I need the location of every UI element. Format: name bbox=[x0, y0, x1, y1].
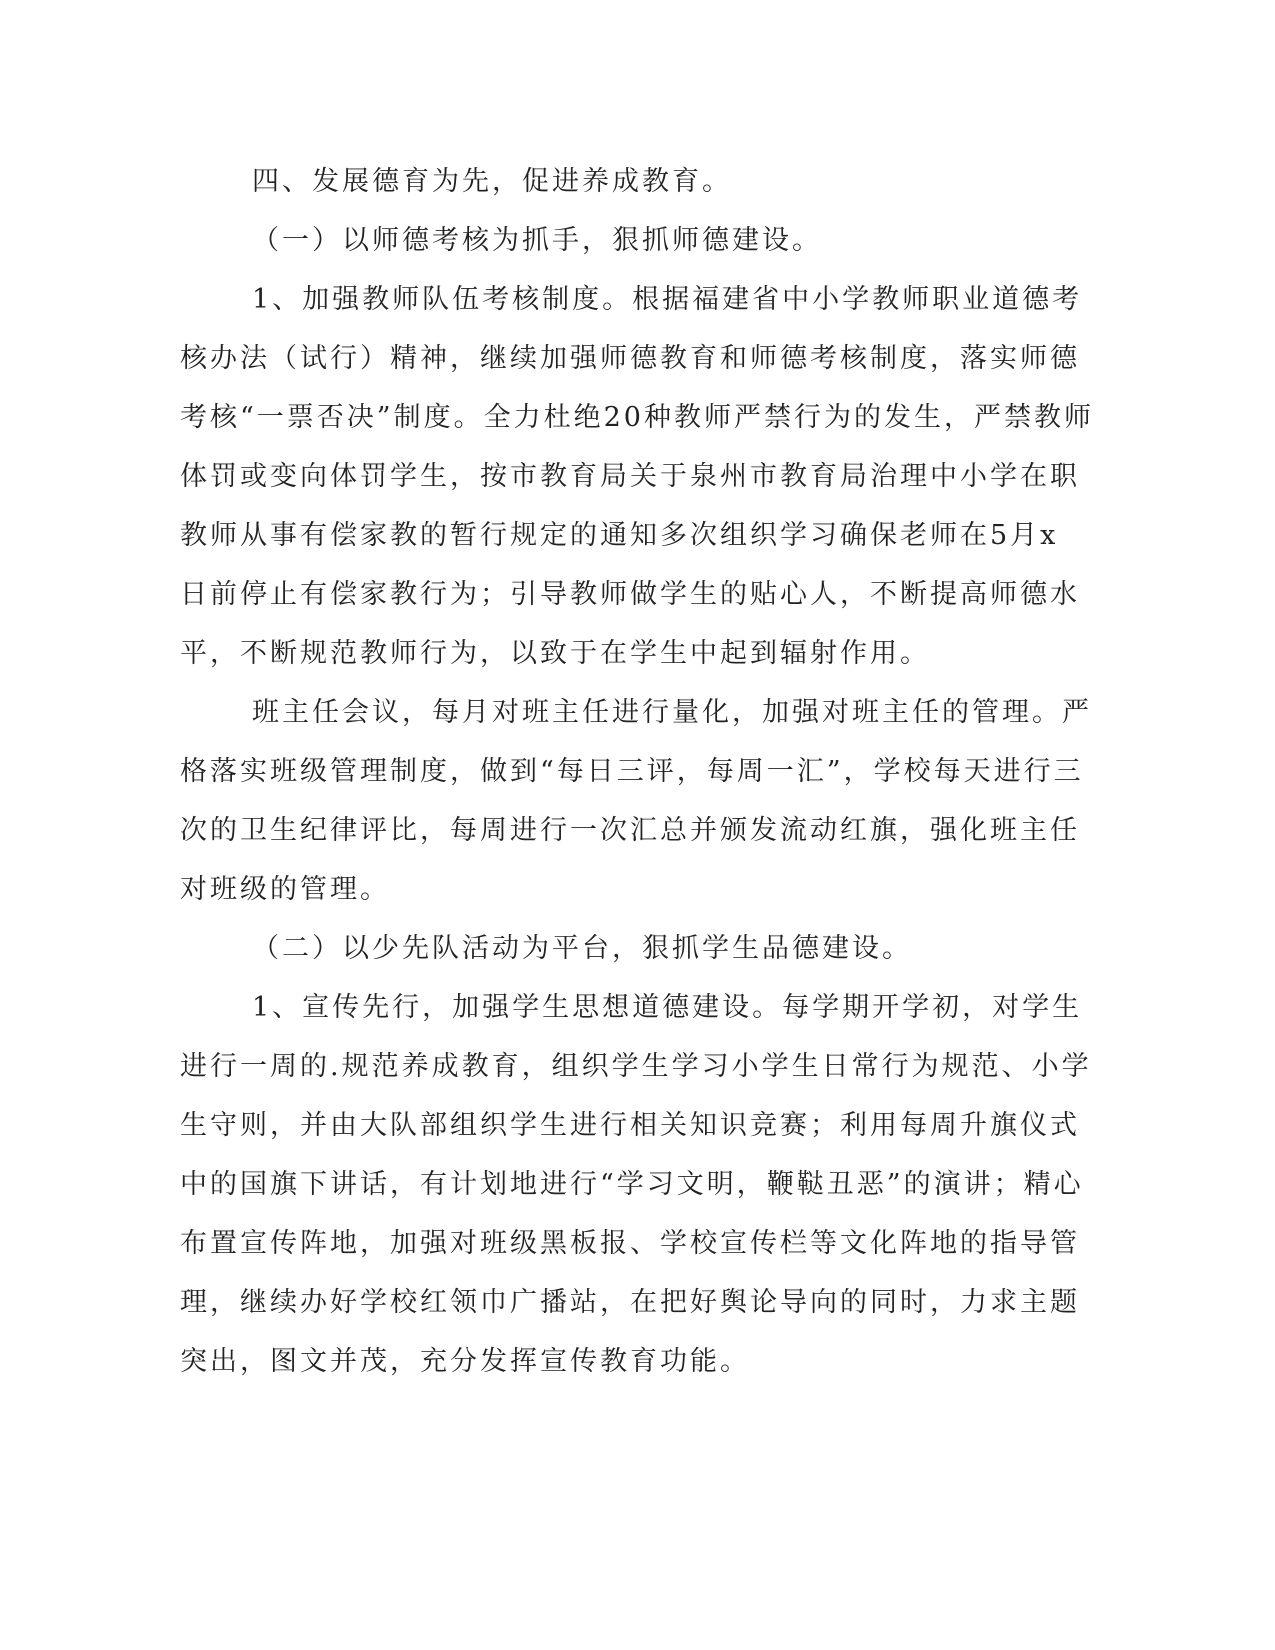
paragraph-line: 突出，图文并茂，充分发挥宣传教育功能。 bbox=[180, 1346, 750, 1377]
paragraph-line: 对班级的管理。 bbox=[180, 874, 390, 905]
paragraph-line: 1、加强教师队伍考核制度。根据福建省中小学教师职业道德考 bbox=[252, 284, 1083, 315]
paragraph-line: 班主任会议，每月对班主任进行量化，加强对班主任的管理。严 bbox=[252, 697, 1092, 728]
paragraph-line: 教师从事有偿家教的暂行规定的通知多次组织学习确保老师在5月x bbox=[180, 520, 1059, 551]
paragraph-line: 格落实班级管理制度，做到“每日三评，每周一汇”，学校每天进行三 bbox=[180, 756, 1084, 787]
paragraph-line: 进行一周的.规范养成教育，组织学生学习小学生日常行为规范、小学 bbox=[180, 1051, 1092, 1082]
paragraph-line: 核办法（试行）精神，继续加强师德教育和师德考核制度，落实师德 bbox=[180, 343, 1080, 374]
heading-section-four: 四、发展德育为先，促进养成教育。 bbox=[252, 166, 732, 197]
subheading-student-morality: （二）以少先队活动为平台，狠抓学生品德建设。 bbox=[252, 933, 912, 964]
subheading-teacher-ethics: （一）以师德考核为抓手，狠抓师德建设。 bbox=[252, 225, 822, 256]
paragraph-line: 考核“一票否决”制度。全力杜绝20种教师严禁行为的发生，严禁教师 bbox=[180, 402, 1094, 433]
paragraph-line: 布置宣传阵地，加强对班级黑板报、学校宣传栏等文化阵地的指导管 bbox=[180, 1228, 1080, 1259]
paragraph-line: 1、宣传先行，加强学生思想道德建设。每学期开学初，对学生 bbox=[252, 992, 1083, 1023]
paragraph-line: 中的国旗下讲话，有计划地进行“学习文明，鞭鞑丑恶”的演讲；精心 bbox=[180, 1169, 1084, 1200]
paragraph-line: 体罚或变向体罚学生，按市教育局关于泉州市教育局治理中小学在职 bbox=[180, 461, 1080, 492]
paragraph-line: 生守则，并由大队部组织学生进行相关知识竞赛；利用每周升旗仪式 bbox=[180, 1110, 1080, 1141]
paragraph-line: 日前停止有偿家教行为；引导教师做学生的贴心人，不断提高师德水 bbox=[180, 579, 1080, 610]
paragraph-line: 次的卫生纪律评比，每周进行一次汇总并颁发流动红旗，强化班主任 bbox=[180, 815, 1080, 846]
paragraph-line: 平，不断规范教师行为，以致于在学生中起到辐射作用。 bbox=[180, 638, 930, 669]
paragraph-line: 理，继续办好学校红领巾广播站，在把好舆论导向的同时，力求主题 bbox=[180, 1287, 1080, 1318]
